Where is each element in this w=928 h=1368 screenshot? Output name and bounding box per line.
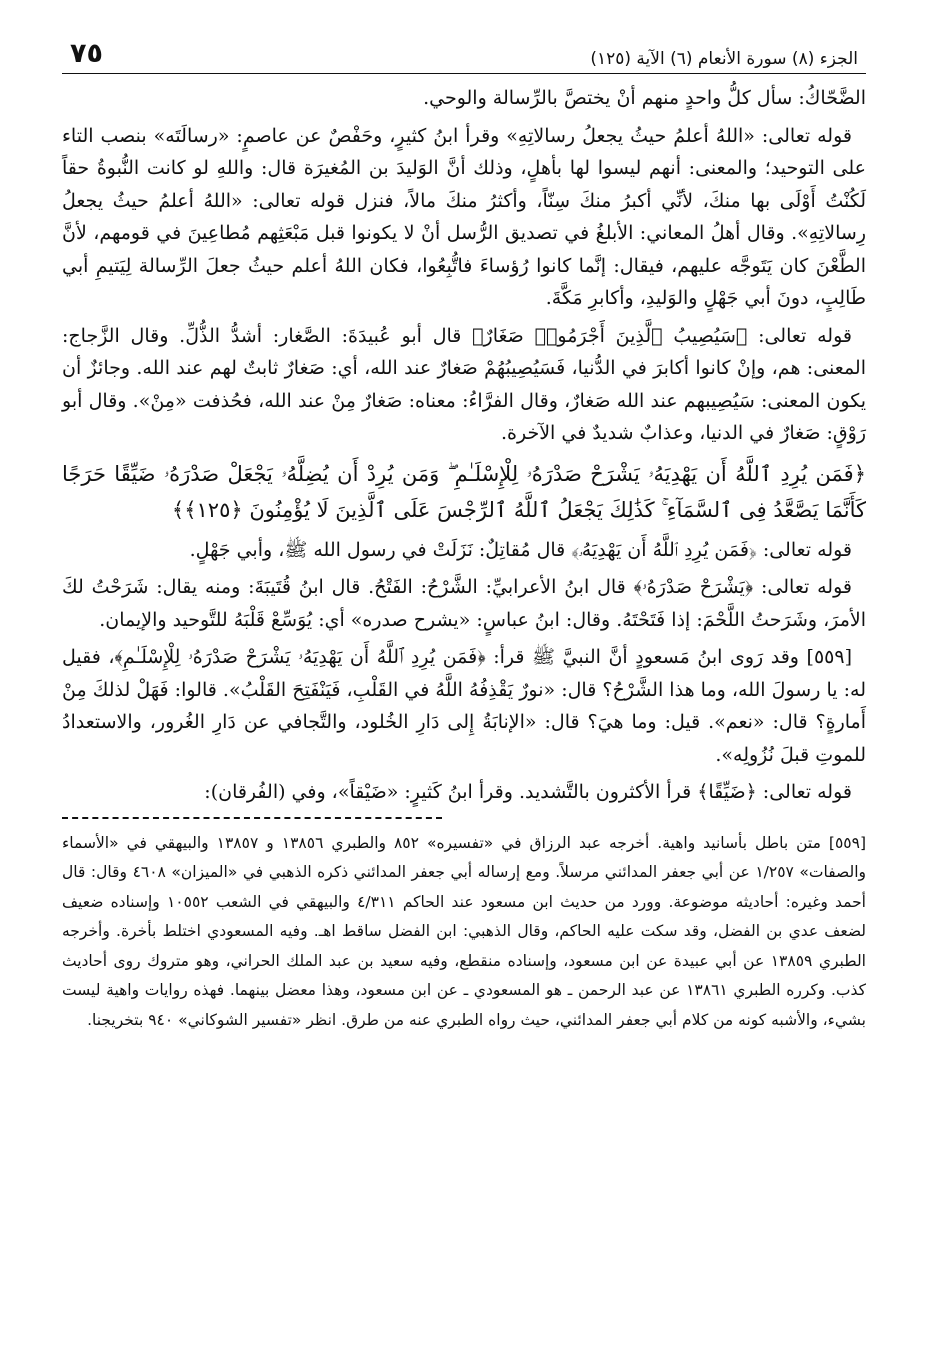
paragraph-dayyiqan: قوله تعالى: ﴿ضَيِّقًا﴾ قرأ الأكثرون بالتَّشديد. وقرأ ابنُ كَثيرٍ: «ضَيْقاً»، وفي (الفُرقان):	[204, 781, 852, 803]
running-title: الجزء (٨) سورة الأنعام (٦) الآية (١٢٥)	[590, 49, 858, 69]
paragraph-dahhak: الضَّحّاكُ: سأل كلُّ واحدٍ منهم أنْ يختصَّ بالرِّسالة والوحي.	[423, 87, 866, 109]
page-number: ٧٥	[70, 38, 103, 69]
footnote-divider	[62, 817, 442, 819]
paragraph-sayusib: قوله تعالى: ﴿سَيُصِيبُ ٱلَّذِينَ أَجْرَمُوا۟ صَغَارٌ﴾ قال أبو عُبيدَةَ: الصَّغار: أشدُّ الذُّلِّ. وقال الزَّجاج: المعنى: هم، وإنْ كانوا أكابرَ في الدُّنيا، فَسَيُصِيبُهُمْ صَغارٌ عند الله، أي: صَغارٌ ثابتٌ لهم عند الله. وجائزٌ أن يكون المعنى: سَيُصِيبهم عند الله صَغارٌ، وقال الفرَّاءُ: معناه: صَغارٌ مِنْ عند الله، فحُذفت «مِنْ». وقال أبو رَوْقٍ: صَغارٌ في الدنيا، وعذابٌ شديدٌ في الآخرة.	[62, 324, 866, 444]
footnote-559: [٥٥٩] متن باطل بأسانيد واهية. أخرجه عبد الرزاق في «تفسيره» ٨٥٢ والطبري ١٣٨٥٦ و ١٣٨٥٧ والبيهقي في «الأسماء والصفات» ١/٢٥٧ عن أبي جعفر المدائني مرسلاً. ومع إرساله أبي جعفر المدائني ذكره الذهبي في «الميزان» ٤٦٠٨ وقال: قال أحمد وغيره: أحاديثه موضوعة. وورد من حديث ابن مسعود عند الحاكم ٤/٣١١ والبيهقي في الشعب ١٠٥٥٢ وإسناده ضعيف لضعف عدي بن الفضل، وقد سكت عليه الحاكم، وقال الذهبي: ابن الفضل ساقط اهـ. وفيه المسعودي اختلط بأخرة. وأخرجه الطبري ١٣٨٥٩ عن أبي عبيدة عن ابن مسعود، وإسناده منقطع، وفيه سعيد بن عبد الملك الحراني، وهو متروك روى أحاديث كذب. وكرره الطبري ١٣٨٦١ عن عبد الرحمن ـ هو المسعودي ـ عن ابن مسعود، وهذا معضل بينهما. فهذه روايات واهية ليست بشيء، والأشبه كونه من كلام أبي جعفر المدائني، حيث رواه الطبري عنه من طرق. انظر «تفسير الشوكاني» ٩٤٠ بتخريجنا.	[62, 833, 866, 1029]
page-header	[62, 30, 866, 74]
paragraph-yashrah: قوله تعالى: ﴿يَشْرَحْ صَدْرَهُۥ﴾ قال ابنُ الأعرابيِّ: الشَّرْحُ: الفَتْحُ. قال ابنُ قُتَيبَةَ: ومنه يقال: شَرَحْتُ لكَ الأمرَ، وشَرَحتُ اللَّحْمَ: إذا فَتَحْتَهُ. وقال: ابنُ عباسٍ: «يشرح صدره» أي: يُوَسِّعْ قَلْبَهُ للتَّوحيد والإيمان.	[62, 576, 866, 631]
paragraph-muqatil: قوله تعالى: ﴿فَمَن يُرِدِ ٱللَّهُ أَن يَهْدِيَهُۥ﴾ قال مُقاتِلٌ: نَزَلَتْ في رسول الله ﷺ، وأبي جَهْلٍ.	[189, 538, 852, 561]
page-body	[62, 82, 866, 1035]
paragraph-allah-alam: قوله تعالى: «اللهُ أعلمُ حيثُ يجعلُ رسالاتِهِ» وقرأ ابنُ كثيرٍ، وحَفْصٌ عن عاصمٍ: «رسالَتَه» بنصب التاء على التوحيد؛ والمعنى: أنهم ليسوا لها بأهلٍ، وذلك أنَّ الوَليدَ بن المُغيرَة قال: واللهِ لو كانت النُّبوةُ حقاً لَكُنْتُ أَوْلَى بها منكَ، لأنِّي أكبرُ منكَ سِنّاً، وأكثرُ منكَ مالاً، فنزل قوله تعالى: «اللهُ أعلمُ حيثُ يجعلُ رِسالاتِهِ». وقال أهلُ المعاني: الأبلغُ في تصديق الرُّسل أنْ لا يكونوا قبل مَبْعَثِهم مُطاعِينَ في قومهم، لأنَّ الطَّعْنَ كان يَتَوجَّه عليهم، فيقال: إنَّما كانوا رُؤساءَ فاتُّبِعُوا، فكان اللهُ أعلم حيثُ جعلَ الرِّسالة لِيَتيمِ أبي طَالِبٍ، دونَ أبي جَهْلٍ والوَليدِ، وأكابرِ مَكَّةَ.	[62, 124, 866, 309]
paragraph-hadith-559: [٥٥٩] وقد رَوى ابنُ مَسعودٍ أنَّ النبيَّ ﷺ قرأ: ﴿فَمَن يُرِدِ ٱللَّهُ أَن يَهْدِيَهُۥ يَشْرَحْ صَدْرَهُۥ لِلْإِسْلَـٰمِ﴾، فقيل له: يا رسولَ الله، وما هذا الشَّرْحُ؟ قال: «نورٌ يَقْذِفُهُ اللَّهُ في القَلْبِ، فَيَنْفَتِحَ القَلْبُ». قالوا: فَهَلْ لذلكَ مِنْ أَمارةٍ؟ قال: «نعم». قيل: وما هيَ؟ قال: «الإنابَةُ إِلى دَارِ الخُلود، والتَّجافي عن دَارِ الغُرور، والاستعدادُ للموتِ قبلَ نُزُولِه».	[62, 646, 866, 766]
quran-verse-125: ﴿فَمَن يُرِدِ ٱللَّهُ أَن يَهْدِيَهُۥ يَشْرَحْ صَدْرَهُۥ لِلْإِسْلَـٰمِ ۖ وَمَن يُرِدْ أَن يُضِلَّهُۥ يَجْعَلْ صَدْرَهُۥ ضَيِّقًا حَرَجًا كَأَنَّمَا يَصَّعَّدُ فِى ٱلسَّمَآءِ ۚ كَذَٰلِكَ يَجْعَلُ ٱللَّهُ ٱلرِّجْسَ عَلَى ٱلَّذِينَ لَا يُؤْمِنُونَ ﴿١٢٥﴾﴾	[62, 461, 866, 522]
